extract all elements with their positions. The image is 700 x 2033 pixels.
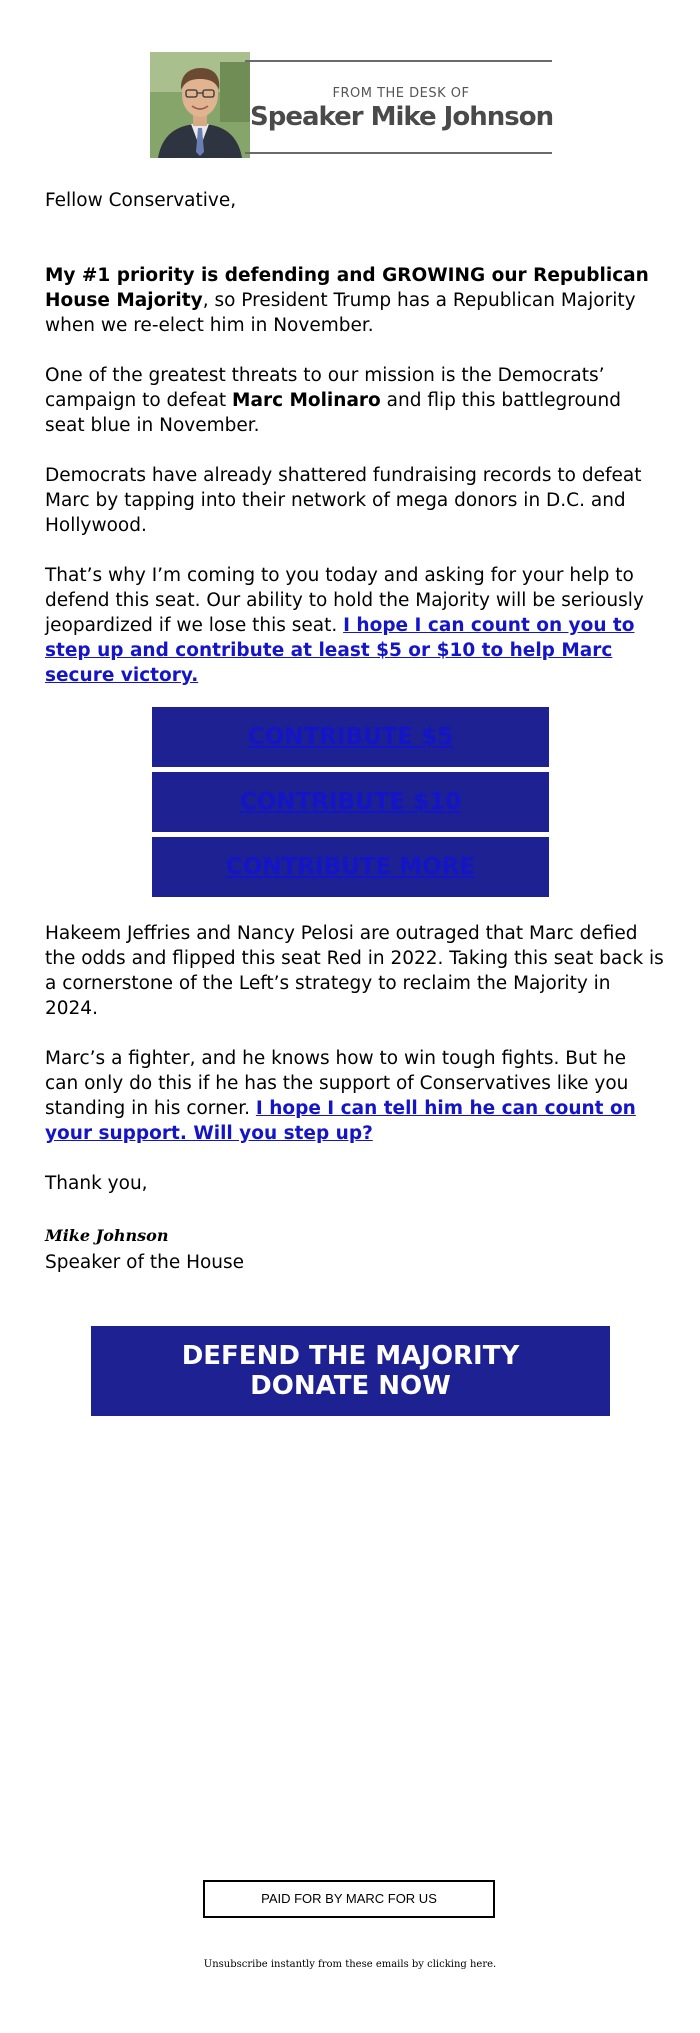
paid-for-disclaimer: PAID FOR BY MARC FOR US <box>203 1880 495 1918</box>
paragraph-fundraising: Democrats have already shattered fundraising records to defeat Marc by tapping into their network of mega donors in D.C. and Hollywood. <box>45 465 642 536</box>
fighter-text: Marc’s a fighter, and he knows how to win tough fights. But he can only do this if he has the support of Conservatives like you standing in his corner. <box>45 1048 629 1119</box>
donate-now-button[interactable] <box>91 1326 610 1416</box>
email-header <box>150 52 552 158</box>
speaker-portrait-image <box>150 52 250 158</box>
paragraph-priority <box>45 263 665 338</box>
threat-text-start: One of the greatest threats to our mission is the Democrats’ campaign to defeat <box>45 365 605 411</box>
contribute-more-button[interactable]: CONTRIBUTE MORE <box>152 837 549 897</box>
priority-text: , so President Trump has a Republican Majority when we re-elect him in November. <box>45 290 636 336</box>
header-top-rule <box>245 60 552 62</box>
signature: Mike Johnson <box>45 1226 169 1245</box>
closing: Thank you, <box>45 1173 148 1194</box>
signer-title: Speaker of the House <box>45 1252 245 1273</box>
paragraph-fighter <box>45 1046 665 1146</box>
ask-text: That’s why I’m coming to you today and asking for your help to defend this seat. Our ability to hold the Majority will be seriously jeopardized if we lose this seat. <box>45 565 644 636</box>
contribute-link[interactable]: I hope I can count on you to step up and contribute at least $5 or $10 to help Marc secure victory. <box>45 615 635 686</box>
donate-line-1: DEFEND THE MAJORITY <box>181 1341 520 1371</box>
speaker-photo <box>150 52 250 158</box>
paragraph-threat <box>45 363 665 438</box>
paragraph-opposition: Hakeem Jeffries and Nancy Pelosi are outraged that Marc defied the odds and flipped this seat Red in 2022. Taking this seat back is a cornerstone of the Left’s strategy to reclaim the Majority in 2024. <box>45 923 664 1019</box>
contribute-10-button[interactable]: CONTRIBUTE $10 <box>152 772 549 832</box>
threat-text-end: and flip this battleground seat blue in November. <box>45 390 621 436</box>
header-bottom-rule <box>245 152 552 154</box>
candidate-name: Marc Molinaro <box>232 390 381 411</box>
unsubscribe-link[interactable]: Unsubscribe instantly from these emails by clicking here. <box>203 1959 497 1970</box>
greeting: Fellow Conservative, <box>45 190 237 211</box>
donate-line-2: DONATE NOW <box>250 1371 451 1401</box>
contribute-buttons <box>152 707 549 897</box>
header-title: Speaker Mike Johnson <box>250 102 554 132</box>
support-link[interactable]: I hope I can tell him he can count on your support. Will you step up? <box>45 1098 636 1144</box>
paragraph-ask <box>45 563 665 688</box>
contribute-5-button[interactable]: CONTRIBUTE $5 <box>152 707 549 767</box>
header-subtitle: FROM THE DESK OF <box>332 86 470 101</box>
priority-bold-text: My #1 priority is defending and GROWING our Republican House Majority <box>45 265 649 311</box>
letter-body <box>45 188 665 1275</box>
